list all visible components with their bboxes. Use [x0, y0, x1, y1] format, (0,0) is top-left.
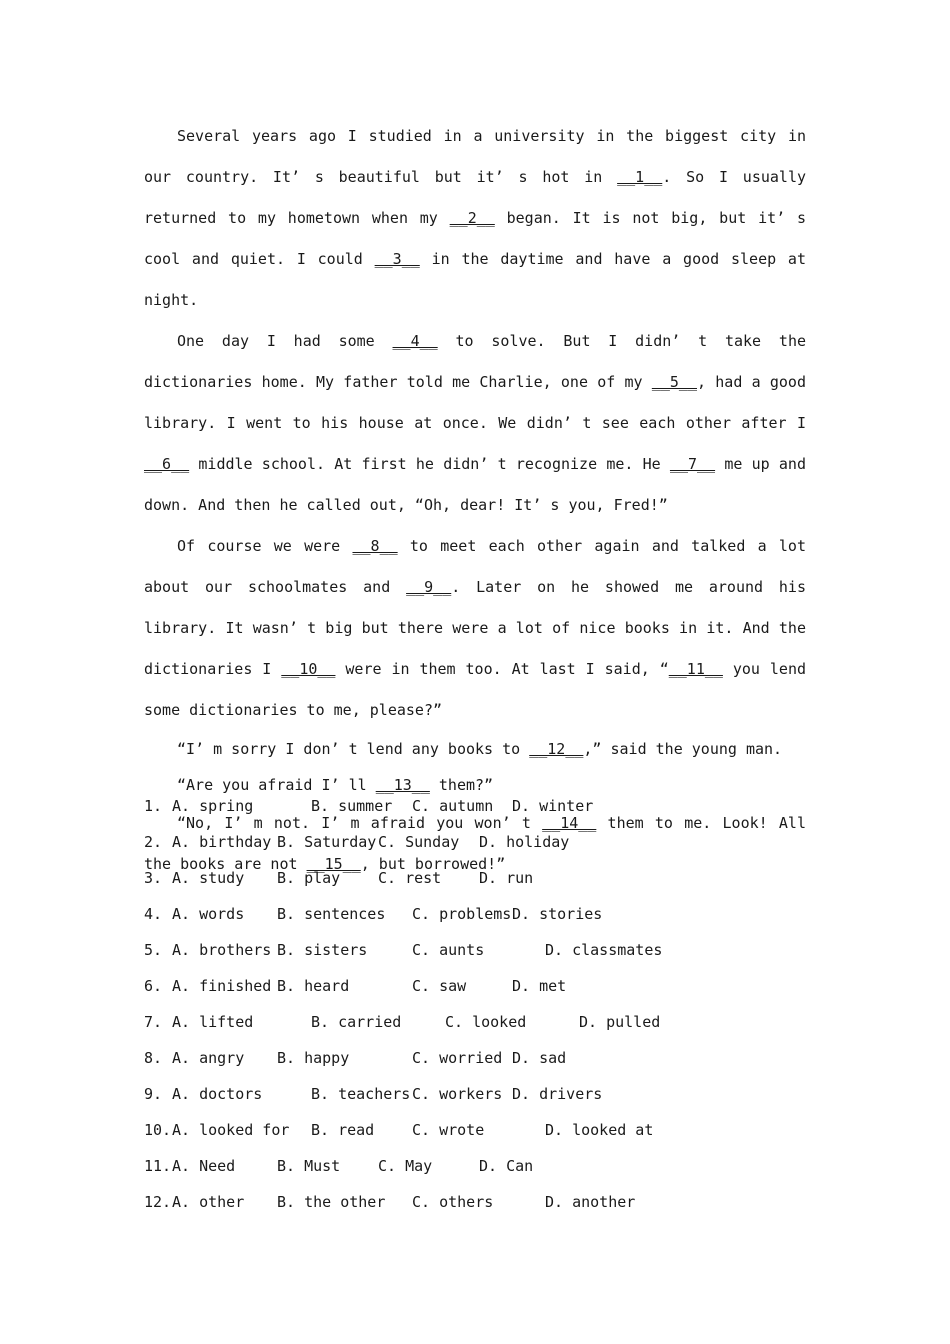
option-c: C. wrote: [412, 1121, 485, 1139]
option-a: A. brothers: [172, 941, 272, 959]
text: me up and down. And then he called out, “Oh, dear! It’ s you, Fred!”: [144, 455, 806, 514]
blank-10: __10__: [281, 660, 336, 678]
option-b: B. sisters: [277, 941, 368, 959]
option-a: A. doctors: [172, 1085, 263, 1103]
question-number: 12.: [144, 1193, 172, 1211]
question-number: 7.: [144, 1013, 163, 1031]
text: them?”: [429, 776, 494, 794]
question-number: 4.: [144, 905, 163, 923]
cloze-passage: [144, 116, 806, 885]
question-number: 9.: [144, 1085, 163, 1103]
question-number: 3.: [144, 869, 163, 887]
option-c: C. saw: [412, 977, 467, 995]
option-a: A. Need: [172, 1157, 236, 1175]
question-row: [144, 1112, 844, 1148]
paragraph-4: [144, 731, 806, 767]
text: ,” said the young man.: [583, 740, 783, 758]
option-b: B. heard: [277, 977, 350, 995]
question-number: 1.: [144, 797, 163, 815]
blank-2: __2__: [449, 209, 495, 227]
option-a: A. words: [172, 905, 245, 923]
paragraph-3: [144, 526, 806, 731]
option-c: C. problems: [412, 905, 512, 923]
blank-13: __13__: [375, 776, 430, 794]
option-c: C. Sunday: [378, 833, 460, 851]
question-row: [144, 1148, 844, 1184]
text: in the daytime and have a good sleep at night.: [144, 250, 806, 309]
question-row: [144, 860, 844, 896]
option-b: B. Saturday: [277, 833, 377, 851]
option-d: D. run: [479, 869, 534, 887]
option-b: B. teachers: [311, 1085, 411, 1103]
text: Of course we were: [177, 537, 353, 555]
option-d: D. holiday: [479, 833, 570, 851]
text: them to me. Look! All the books are not: [144, 814, 806, 873]
option-d: D. classmates: [545, 941, 663, 959]
blank-6: __6__: [144, 455, 190, 473]
option-c: C. rest: [378, 869, 442, 887]
text: “No, I’ m not. I’ m afraid you won’ t: [177, 814, 543, 832]
question-row: [144, 1004, 844, 1040]
blank-5: __5__: [651, 373, 697, 391]
option-b: B. sentences: [277, 905, 386, 923]
text: to meet each other again and talked a lot about our schoolmates and: [144, 537, 806, 596]
question-row: [144, 896, 844, 932]
option-a: A. lifted: [172, 1013, 254, 1031]
text: , but borrowed!”: [360, 855, 506, 873]
blank-14: __14__: [542, 814, 597, 832]
text: “I’ m sorry I don’ t lend any books to: [177, 740, 530, 758]
option-c: C. autumn: [412, 797, 494, 815]
option-a: A. birthday: [172, 833, 272, 851]
option-c: C. looked: [445, 1013, 527, 1031]
text: . Later on he showed me around his library. It wasn’ t big but there were a lot of nice books in it. And the dictionaries I: [144, 578, 806, 678]
text: One day I had some: [177, 332, 393, 350]
question-row: [144, 1076, 844, 1112]
option-a: A. looked for: [172, 1121, 290, 1139]
option-c: C. worried: [412, 1049, 503, 1067]
blank-3: __3__: [374, 250, 420, 268]
text: you lend some dictionaries to me, please?”: [144, 660, 807, 719]
option-b: B. happy: [277, 1049, 350, 1067]
option-a: A. spring: [172, 797, 254, 815]
blank-1: __1__: [617, 168, 663, 186]
text: were in them too. At last I said, “: [335, 660, 669, 678]
option-b: B. summer: [311, 797, 393, 815]
option-b: B. carried: [311, 1013, 402, 1031]
blank-9: __9__: [406, 578, 452, 596]
text: “Are you afraid I’ ll: [177, 776, 376, 794]
question-row: [144, 788, 844, 824]
option-b: B. the other: [277, 1193, 386, 1211]
question-row: [144, 1184, 844, 1220]
option-c: C. workers: [412, 1085, 503, 1103]
question-number: 10.: [144, 1121, 172, 1139]
question-row: [144, 968, 844, 1004]
paragraph-2: [144, 321, 806, 526]
question-number: 11.: [144, 1157, 172, 1175]
option-d: D. winter: [512, 797, 594, 815]
text: to solve. But I didn’ t take the dictionaries home. My father told me Charlie, one of my: [144, 332, 807, 391]
answer-options: [144, 788, 844, 1220]
blank-7: __7__: [669, 455, 716, 473]
option-a: A. other: [172, 1193, 245, 1211]
option-a: A. angry: [172, 1049, 245, 1067]
option-c: C. May: [378, 1157, 433, 1175]
blank-15: __15__: [306, 855, 361, 873]
question-number: 6.: [144, 977, 163, 995]
text: Several years ago I studied in a university in the biggest city in our country. It’ s beautiful but it’ s hot in: [144, 127, 806, 186]
question-number: 5.: [144, 941, 163, 959]
option-c: C. others: [412, 1193, 494, 1211]
question-row: [144, 824, 844, 860]
paragraph-1: [144, 116, 806, 321]
blank-4: __4__: [392, 332, 438, 350]
question-row: [144, 1040, 844, 1076]
option-b: B. play: [277, 869, 341, 887]
blank-12: __12__: [529, 740, 584, 758]
option-a: A. study: [172, 869, 245, 887]
blank-11: __11__: [668, 660, 723, 678]
option-c: C. aunts: [412, 941, 485, 959]
text: . So I usually returned to my hometown when my: [144, 168, 807, 227]
question-row: [144, 932, 844, 968]
question-number: 2.: [144, 833, 163, 851]
option-d: D. pulled: [579, 1013, 661, 1031]
option-d: D. another: [545, 1193, 636, 1211]
option-d: D. looked at: [545, 1121, 654, 1139]
text: middle school. At first he didn’ t recognize me. He: [189, 455, 670, 473]
option-d: D. sad: [512, 1049, 567, 1067]
option-d: D. Can: [479, 1157, 534, 1175]
option-d: D. drivers: [512, 1085, 603, 1103]
option-a: A. finished: [172, 977, 272, 995]
question-number: 8.: [144, 1049, 163, 1067]
option-d: D. stories: [512, 905, 603, 923]
text: began. It is not big, but it’ s cool and quiet. I could: [144, 209, 807, 268]
option-b: B. read: [311, 1121, 375, 1139]
option-b: B. Must: [277, 1157, 341, 1175]
option-d: D. met: [512, 977, 567, 995]
blank-8: __8__: [352, 537, 398, 555]
text: , had a good library. I went to his house at once. We didn’ t see each other after I: [144, 373, 806, 432]
